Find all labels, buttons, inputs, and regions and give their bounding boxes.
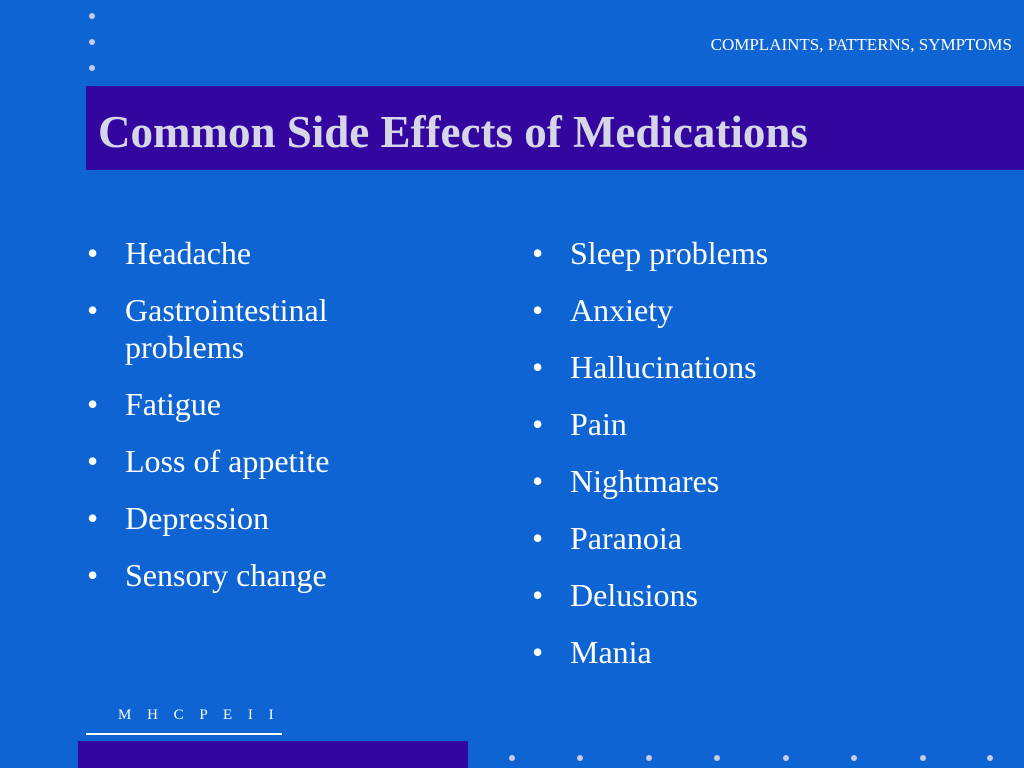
- bullet-icon: •: [532, 634, 544, 670]
- decorative-dot: [714, 755, 720, 761]
- list-item: • Sleep problems: [532, 235, 769, 271]
- list-item: • Headache: [87, 235, 252, 271]
- list-item: • Depression: [87, 500, 269, 536]
- footer-bar: [78, 741, 468, 768]
- bullet-icon: •: [532, 463, 544, 499]
- list-item: • Paranoia: [532, 520, 682, 556]
- list-item: • Anxiety: [532, 292, 674, 328]
- list-item: • Mania: [532, 634, 652, 670]
- bullet-icon: •: [532, 520, 544, 556]
- footer-label: M H C P E I I: [118, 707, 280, 723]
- decorative-dot: [89, 39, 95, 45]
- list-item: • Delusions: [532, 577, 698, 613]
- slide-title: Common Side Effects of Medications: [98, 107, 808, 157]
- footer-divider: [86, 733, 282, 735]
- bullet-icon: •: [532, 577, 544, 613]
- left-bullet-list: [87, 235, 415, 614]
- decorative-dot: [987, 755, 993, 761]
- decorative-dot: [783, 755, 789, 761]
- decorative-dot: [646, 755, 652, 761]
- decorative-dot: [89, 13, 95, 19]
- bullet-icon: •: [532, 292, 544, 328]
- title-bar: [86, 86, 1024, 170]
- list-item: • Fatigue: [87, 386, 221, 422]
- decorative-dot: [89, 65, 95, 71]
- decorative-dot: [577, 755, 583, 761]
- right-bullet-list: [532, 235, 970, 691]
- bullet-icon: •: [532, 235, 544, 271]
- list-item: • Loss of appetite: [87, 443, 330, 479]
- section-label: COMPLAINTS, PATTERNS, SYMPTOMS: [710, 35, 1012, 54]
- decorative-dot: [509, 755, 515, 761]
- list-item: • Gastrointestinal problems: [87, 292, 328, 365]
- decorative-dot: [851, 755, 857, 761]
- bullet-icon: •: [87, 292, 99, 328]
- list-item: • Hallucinations: [532, 349, 757, 385]
- bullet-icon: •: [87, 235, 99, 271]
- list-item: • Sensory change: [87, 557, 327, 593]
- bullet-icon: •: [532, 349, 544, 385]
- bullet-icon: •: [87, 443, 99, 479]
- list-item: • Pain: [532, 406, 627, 442]
- list-item: • Nightmares: [532, 463, 720, 499]
- decorative-dot: [920, 755, 926, 761]
- bullet-icon: •: [87, 386, 99, 422]
- bullet-icon: •: [87, 557, 99, 593]
- bullet-icon: •: [87, 500, 99, 536]
- bullet-icon: •: [532, 406, 544, 442]
